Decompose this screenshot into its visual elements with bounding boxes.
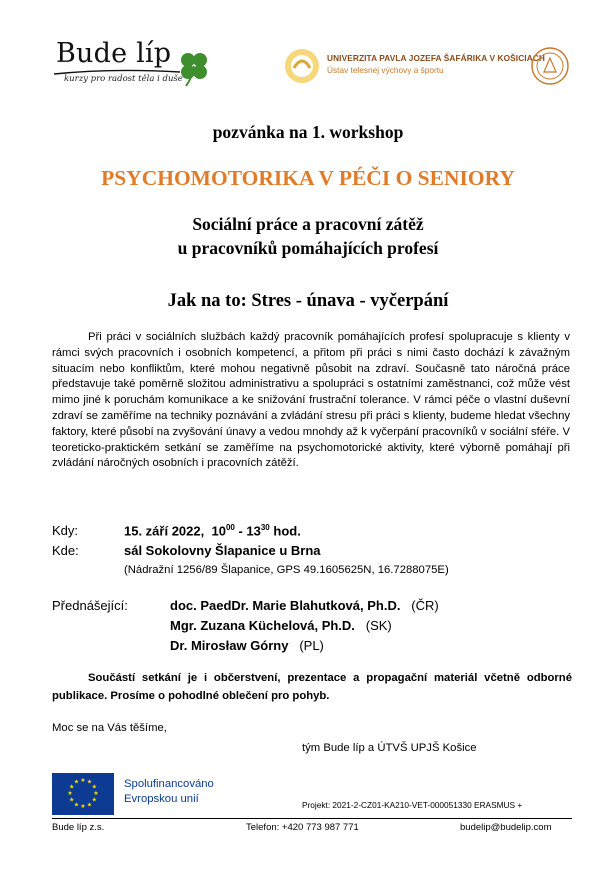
footer-email: budelip@budelip.com <box>460 822 552 833</box>
upjs-logo-line2: Ústav telesnej výchovy a športu <box>327 65 444 75</box>
event-date-time <box>124 523 301 538</box>
event-address: (Nádražní 1256/89 Šlapanice, GPS 49.1605625N, 16.7288075E) <box>124 564 449 576</box>
footer-organization: Bude líp z.s. <box>52 822 105 833</box>
lecturer-country: (ČR) <box>411 598 439 613</box>
svg-text:★: ★ <box>86 801 93 809</box>
svg-text:★: ★ <box>91 796 97 804</box>
lecturer-country: (SK) <box>365 618 392 633</box>
event-time-start-hour: 10 <box>211 523 226 539</box>
project-number: Projekt: 2021-2-CZ01-KA210-VET-000051330 ERASMUS + <box>302 800 523 810</box>
invitation-heading: pozvánka na 1. workshop <box>212 122 404 142</box>
subtitle-line-1: Sociální práce a pracovní zátěž <box>192 214 424 234</box>
main-title: PSYCHOMOTORIKA V PÉČI O SENIORY <box>101 166 515 190</box>
svg-text:★: ★ <box>73 778 80 786</box>
where-label: Kde: <box>52 543 79 558</box>
svg-text:★: ★ <box>91 783 97 791</box>
event-venue: sál Sokolovny Šlapanice u Brna <box>124 543 321 558</box>
bude-lip-logo-title: Bude líp <box>56 38 172 69</box>
lecturer-item <box>170 638 324 653</box>
upjs-logo-line1: UNIVERZITA PAVLA JOZEFA ŠAFÁRIKA V KOŠICIACH <box>327 53 545 63</box>
eu-line-2: Evropskou unií <box>124 793 199 805</box>
event-date: 15. září 2022, <box>124 523 205 539</box>
lecturer-name: Dr. Mirosław Górny <box>170 638 289 653</box>
topic-heading: Jak na to: Stres - únava - vyčerpání <box>167 291 449 311</box>
refreshment-note: Součástí setkání je i občerstvení, prezentace a propagační materiál včetně odborné publikace. Prosíme o pohodlné oblečení pro pohyb. <box>52 672 572 702</box>
svg-text:★: ★ <box>73 801 80 809</box>
eu-line-1: Spolufinancováno <box>124 778 214 790</box>
event-time-suffix: hod. <box>269 523 301 539</box>
subtitle <box>0 212 616 260</box>
bude-lip-logo-subtitle: kurzy pro radost těla i duše <box>64 74 183 84</box>
lecturer-item <box>170 618 392 633</box>
svg-text:★: ★ <box>80 777 86 784</box>
svg-text:★: ★ <box>86 778 93 786</box>
team-signature: tým Bude líp a ÚTVŠ UPJŠ Košice <box>302 742 477 754</box>
event-time-start-min: 00 <box>225 523 235 532</box>
svg-text:★: ★ <box>93 790 99 797</box>
lecturers-label: Přednášející: <box>52 598 128 613</box>
lecturer-country: (PL) <box>299 638 324 653</box>
university-seal-icon <box>530 46 570 86</box>
eu-flag-icon <box>52 773 114 815</box>
svg-text:★: ★ <box>69 796 75 804</box>
svg-text:★: ★ <box>67 790 73 797</box>
svg-text:★: ★ <box>80 803 86 810</box>
when-label: Kdy: <box>52 523 79 538</box>
lecturer-item <box>170 598 439 613</box>
greeting: Moc se na Vás těšíme, <box>52 722 167 734</box>
svg-text:★: ★ <box>69 783 75 791</box>
logo-swoosh-icon <box>52 68 182 76</box>
lecturer-name: doc. PaedDr. Marie Blahutková, Ph.D. <box>170 598 401 613</box>
footer-phone: Telefon: +420 773 987 771 <box>246 822 359 833</box>
footer-divider <box>52 818 572 819</box>
event-time-sep: - 13 <box>234 523 261 539</box>
subtitle-line-2: u pracovníků pomáhajících profesí <box>177 238 439 258</box>
bude-lip-logo <box>52 38 212 90</box>
upjs-emblem-icon <box>282 46 322 86</box>
event-time-end-min: 30 <box>260 523 270 532</box>
description-text: Při práci v sociálních službách každý pracovník pomáhajících profesí spolupracuje s klienty v rámci svých pracovních i osobních kompetencí, a přitom při práci s nimi často dochází k závažným situacím nebo konfliktům, které mohou negativně působit na zdraví. Současně tato náročná práce představuje také poměrně složitou administrativu a spolupráci s ostatními zaměstnanci, což může vést mimo jiné k poruchám komunikace a ke snižování frustrační tolerance. V rámci péče o vlastní duševní zdraví se zaměříme na techniky poznávání a zvládání stresu při práci s klienty, budeme hledat všechny faktory, které působí na zvyšování únavy a vedou mnohdy až k vyčerpání pracovníků v sociální sféře. V teoreticko-praktickém setkání se zaměříme na psychomotorické aktivity, které výborně pomáhají při zvládání náročných osobních i pracovních zátěží. <box>52 331 570 470</box>
description-paragraph <box>52 330 570 472</box>
upjs-logo <box>282 44 572 92</box>
lecturer-name: Mgr. Zuzana Küchelová, Ph.D. <box>170 618 355 633</box>
eu-cofunding-text <box>124 777 214 807</box>
